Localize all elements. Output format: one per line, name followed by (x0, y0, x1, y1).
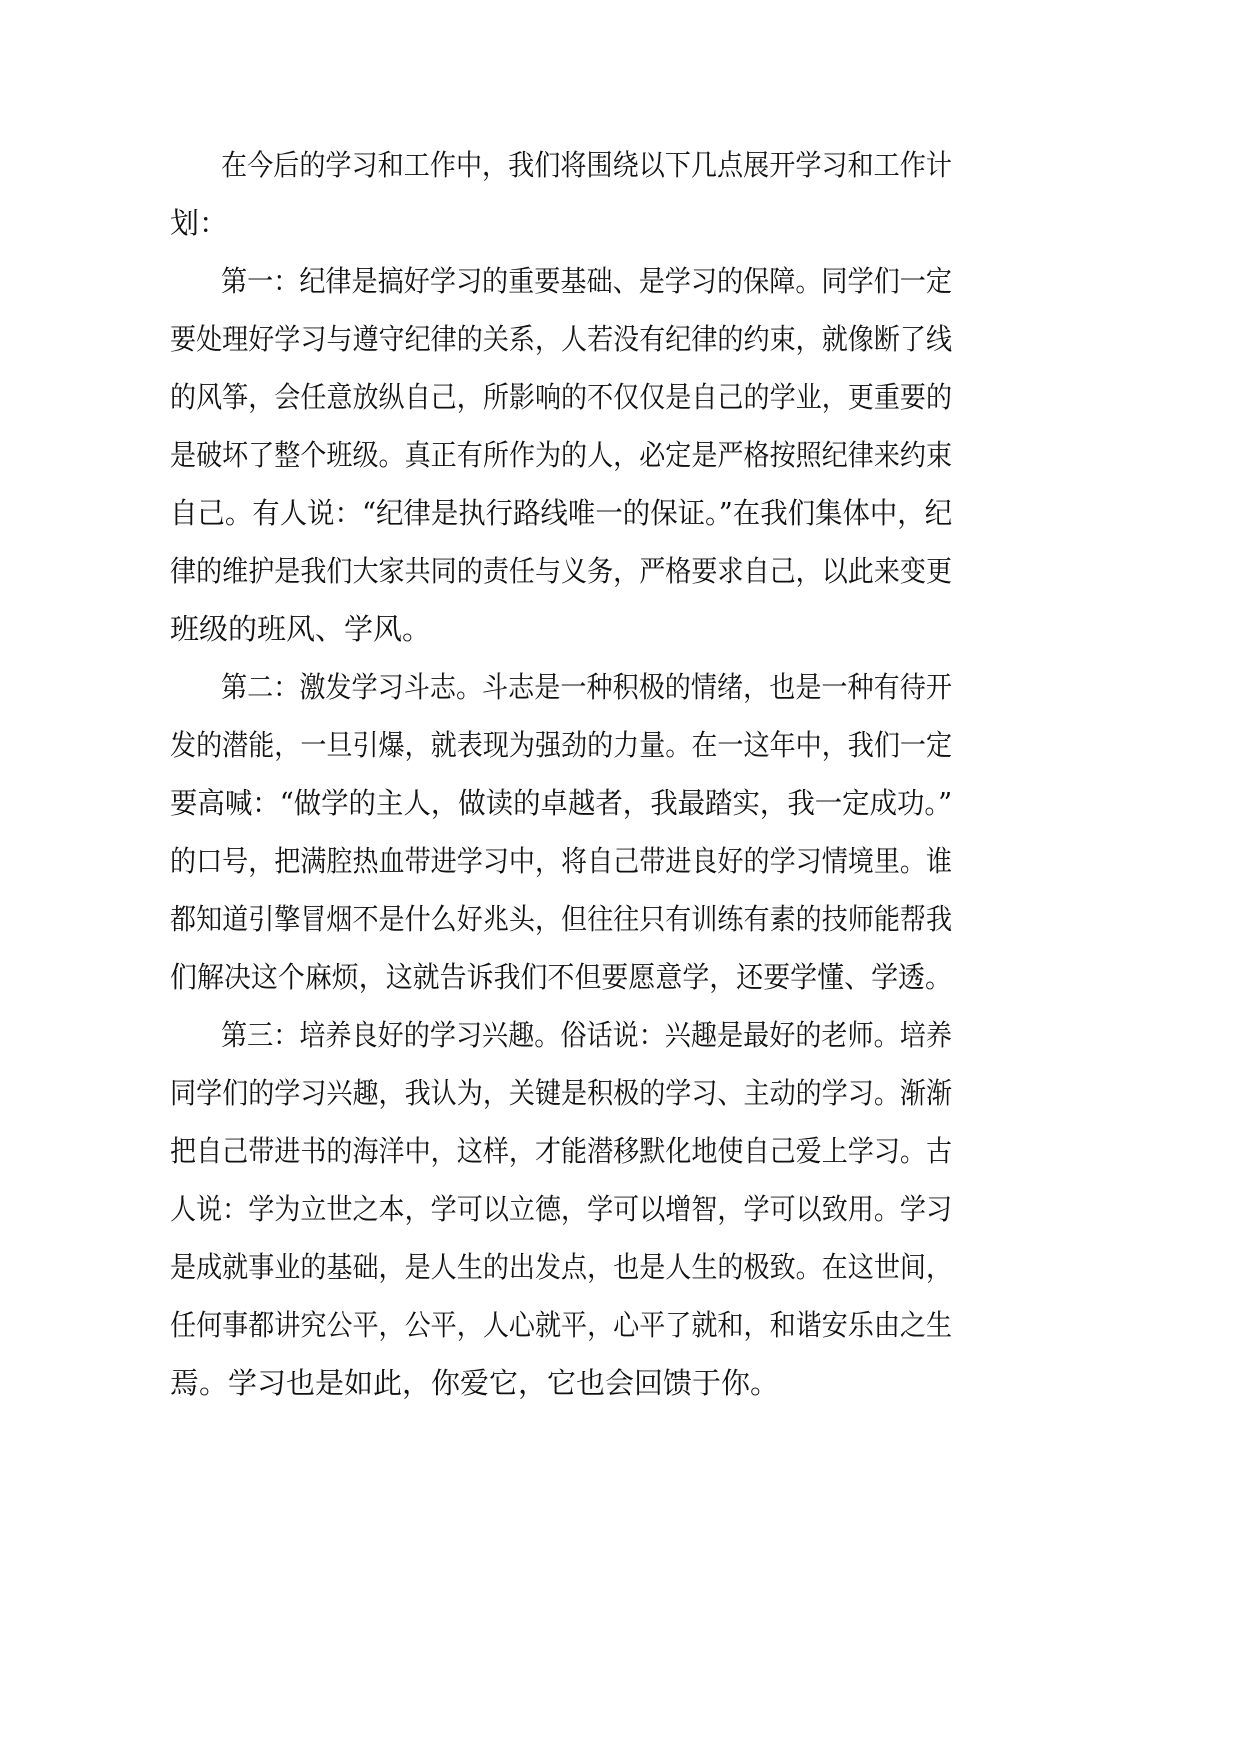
text-line: 要处理好学习与遵守纪律的关系，人若没有纪律的约束，就像断了线 (170, 322, 953, 356)
text-line: 第三：培养良好的学习兴趣。俗话说：兴趣是最好的老师。培养 (221, 1018, 952, 1052)
text-line: 们解决这个麻烦，这就告诉我们不但要愿意学，还要学懂、学透。 (170, 960, 952, 994)
text-line: 人说：学为立世之本，学可以立德，学可以增智，学可以致用。学习 (170, 1192, 953, 1226)
text-line: 自己。有人说：“纪律是执行路线唯一的保证。”在我们集体中，纪 (170, 496, 953, 530)
text-line: 同学们的学习兴趣，我认为，关键是积极的学习、主动的学习。渐渐 (170, 1076, 953, 1110)
text-line: 的口号，把满腔热血带进学习中，将自己带进良好的学习情境里。谁 (170, 844, 953, 878)
text-line: 发的潜能，一旦引爆，就表现为强劲的力量。在一这年中，我们一定 (170, 728, 953, 762)
text-line: 律的维护是我们大家共同的责任与义务，严格要求自己，以此来变更 (170, 554, 953, 588)
text-line: 班级的班风、学风。 (170, 612, 432, 646)
text-line: 划： (170, 206, 229, 240)
text-line: 第二：激发学习斗志。斗志是一种积极的情绪，也是一种有待开 (221, 670, 952, 704)
text-line: 是成就事业的基础，是人生的出发点，也是人生的极致。在这世间， (170, 1250, 953, 1284)
text-line: 的风筝，会任意放纵自己，所影响的不仅仅是自己的学业，更重要的 (170, 380, 953, 414)
text-line: 把自己带进书的海洋中，这样，才能潜移默化地使自己爱上学习。古 (170, 1134, 953, 1168)
text-line: 是破坏了整个班级。真正有所作为的人，必定是严格按照纪律来约束 (170, 438, 953, 472)
text-line: 都知道引擎冒烟不是什么好兆头，但往往只有训练有素的技师能帮我 (170, 902, 953, 936)
text-line: 要高喊：“做学的主人，做读的卓越者，我最踏实，我一定成功。” (170, 786, 953, 820)
text-line: 第一：纪律是搞好学习的重要基础、是学习的保障。同学们一定 (221, 264, 952, 298)
text-line: 在今后的学习和工作中，我们将围绕以下几点展开学习和工作计 (221, 148, 952, 182)
text-line: 任何事都讲究公平，公平，人心就平，心平了就和，和谐安乐由之生 (170, 1308, 953, 1342)
text-line: 焉。学习也是如此，你爱它，它也会回馈于你。 (170, 1366, 780, 1400)
